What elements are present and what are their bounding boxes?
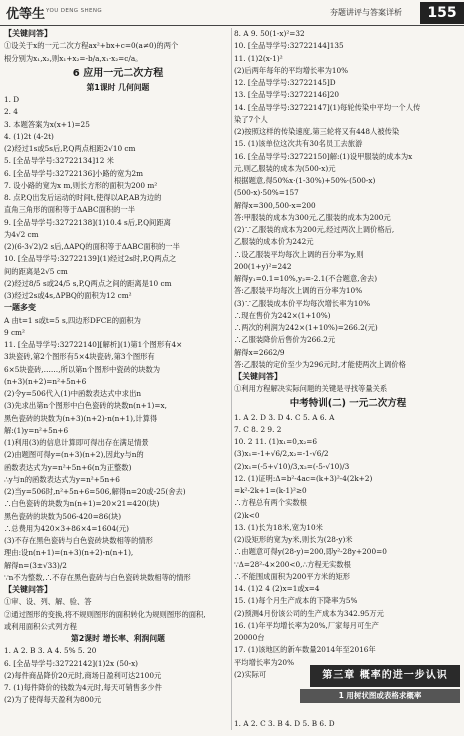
answer-line: 16. [全品导学号:32722150]解:(1)设甲服装的成本为x <box>234 151 413 161</box>
answer-line: 9 cm² <box>4 327 25 337</box>
answer-line: ∴y与n的函数表达式为y=n²+5n+6 <box>4 474 120 484</box>
answer-line: ∵Δ=28²-4×200<0,∴方程无实数根 <box>234 559 351 569</box>
answer-line: (3)∵乙服装成本价平均每次增长率为10% <box>234 298 371 308</box>
answer-line: (2)令y=506代入(1)中函数表达式中求出n <box>4 389 142 398</box>
answer-line: (2)实际可 <box>234 669 267 679</box>
answer-line: 13. (1)长为18米,宽为10米 <box>234 522 323 532</box>
section-title: 6 应用一元二次方程 <box>72 67 164 79</box>
chapter-banner: 第三章 概率的进一步认识 <box>310 665 460 687</box>
answer-line: 3块瓷砖,第2个图形有5×4块瓷砖,第3个图形有 <box>4 352 155 362</box>
answer-line: ①设关于x的一元二次方程ax²+bx+c=0(a≠0)的两个 <box>4 41 179 51</box>
answer-line: 黑色瓷砖的块数为506-420=86(块) <box>4 511 122 521</box>
answer-line: 12. [全品导学号:32722145]D <box>234 78 336 87</box>
answer-line: 8. 点P,Q出发后运动的时间t,使得以AP,AB为边的 <box>4 193 162 202</box>
right-column <box>234 28 462 730</box>
answer-line: 7. (1)每件降价的钱数为4元时,每天可销售多少件 <box>4 683 162 692</box>
answer-line: 解得x=300,500-x=200 <box>234 200 316 210</box>
page-number: 155 <box>420 2 464 24</box>
answer-line: 3. 本题答案为x(x+1)=25 <box>4 119 90 129</box>
answer-line: 理由:设n(n+1)=(n+3)(n+2)-n(n+1), <box>4 548 134 558</box>
page-header <box>0 0 464 26</box>
answer-line: 5. [全品导学号:32722134]12 米 <box>4 156 114 166</box>
lesson-banner: 1 用树状图或表格求概率 <box>300 689 460 703</box>
answer-line: 元,则乙服装的成本为(500-x)元 <box>234 163 336 173</box>
answer-line: 1. A 2. B 3. A 4. 5% 5. 20 <box>4 646 97 656</box>
answer-line: 为4√2 cm <box>4 229 39 239</box>
answer-line: (2)设矩形的宽为y米,则长为(28-y)米 <box>234 535 353 544</box>
answer-line: A 由t=1 s或t=5 s,四边形DFCE的面积为 <box>4 315 141 325</box>
answer-line: (500-x)·50%=157 <box>234 188 299 198</box>
answer-line: 染了7个人 <box>234 114 268 124</box>
answer-line: 黑色瓷砖的块数为(n+3)(n+2)-n(n+1),计算得 <box>4 413 158 423</box>
answer-line: (3)经过2s或4s,ΔPBQ的面积为12 cm² <box>4 291 132 300</box>
answer-line: (2)为了使得每天盈利为800元 <box>4 695 102 705</box>
left-column <box>4 28 232 707</box>
answer-line: 1. A 2. C 3. B 4. D 5. B 6. D <box>234 718 335 728</box>
answer-line: 4. (1)2t (4-2t) <box>4 131 54 141</box>
answer-line: ∵n不为整数,∴不存在黑色瓷砖与白色瓷砖块数相等的情形 <box>4 572 191 582</box>
answer-line: (2)经过8/5 s或24/5 s,P,Q两点之间的距离是10 cm <box>4 278 172 288</box>
lesson-title: 第1课时 几何问题 <box>86 82 150 92</box>
answer-line: 平均增长率为20% <box>234 657 294 667</box>
answer-line: (3)x₁=-1+√6/2,x₂=-1-√6/2 <box>234 449 329 459</box>
spacer <box>234 706 462 718</box>
answer-line: 15. (1)该单位这次共有30名员工去旅游 <box>234 139 363 149</box>
answer-line: 10. [全品导学号:32722144]135 <box>234 41 344 51</box>
answer-line: 10. 2 11. (1)x₁=0,x₂=6 <box>234 437 318 446</box>
section-tag: 【关键问答】 <box>234 372 282 381</box>
answer-line: (n+3)(n+2)=n²+5n+6 <box>4 376 87 386</box>
answer-line: 12. (1)证明:Δ=b²-4ac=(k+3)²-4(2k+2) <box>234 473 373 483</box>
answer-line: ∴白色瓷砖的块数为n(n+1)=20×21=420(块) <box>4 499 160 509</box>
answer-line: 7. 设小路的宽为x m,则长方形的面积为200 m² <box>4 180 158 190</box>
answer-line: 1. A 2. D 3. D 4. C 5. A 6. A <box>234 412 335 422</box>
answer-line: 8. A 9. 50(1-x)²=32 <box>234 29 305 38</box>
answer-line: (2)按照这样的传染速度,第三轮将又有448人被传染 <box>234 127 400 136</box>
answer-line: (2)每件商品降价20元时,商场日盈利可达2100元 <box>4 670 162 680</box>
answer-line: 14. (1)2 4 (2)x=1或x=4 <box>234 584 320 593</box>
answer-line: 解得y₁=0.1=10%,y₂=-2.1(不合题意,舍去) <box>234 274 378 283</box>
answer-line: 20000台 <box>234 633 265 642</box>
answer-line: (2)(6-3√2)/2 s后,ΔAPQ的面积等于ΔABC面积的一半 <box>4 242 180 251</box>
answer-line: 16. (1)年平均增长率为20%,厂家每月可生产 <box>234 620 379 630</box>
answer-line: 1. D <box>4 95 20 104</box>
answer-line: 6. [全品导学号:32722142](1)2x (50-x) <box>4 658 139 668</box>
answer-line: 解:(1)y=n²+5n+6 <box>4 425 69 435</box>
answer-line: (2)预测4月份该公司的生产成本为342.95万元 <box>234 608 384 618</box>
answer-line: (1)利用(3)的信息计算即可得出存在满足情景 <box>4 438 149 447</box>
answer-line: 13. [全品导学号:32722146]20 <box>234 90 339 100</box>
answer-line: 15. (1)每个月生产成本的下降率为5% <box>234 596 358 606</box>
answer-line: 17. (1)该地区的新车数量2014年至2016年 <box>234 645 376 655</box>
answer-line: ②通过图形的变换,将不规则图形的面积转化为规则图形的面积, <box>4 609 206 619</box>
answer-line: ∴由题意可得y(28-y)=200,即y²-28y+200=0 <box>234 547 387 557</box>
answer-line: 11. (1)2(x-1)² <box>234 53 283 63</box>
answer-line: 间的距离是2√5 cm <box>4 266 68 276</box>
section-tag: 一题多变 <box>4 303 36 313</box>
answer-line: 9. [全品导学号:32722138](1)10.4 s后,P,Q间距离 <box>4 217 171 227</box>
answer-line: ∴乙服装降价后售价为266.2元 <box>234 335 336 345</box>
answer-line: 10. [全品导学号:32722139](1)经过2s时,P,Q两点之 <box>4 254 177 264</box>
answer-line: ∴不能围成面积为200平方米的矩形 <box>234 571 351 581</box>
section-tag: 【关键问答】 <box>4 585 52 594</box>
answer-line: 7. C 8. 2 9. 2 <box>234 424 282 434</box>
answer-line: (2)k<0 <box>234 510 260 520</box>
answer-line: 乙服装的成本价为242元 <box>234 237 314 247</box>
answer-line: (3)先求出第n个图形中白色瓷砖的块数n(n+1)=x, <box>4 401 167 411</box>
answer-line: 200(1+y)²=242 <box>234 261 292 271</box>
answer-line: 2. 4 <box>4 107 18 117</box>
answer-line: ∴总费用为420×3+86×4=1604(元) <box>4 523 129 533</box>
answer-line: 直角三角形的面积等于ΔABC面积的一半 <box>4 205 136 215</box>
answer-line: 答:甲服装的成本为300元,乙服装的成本为200元 <box>234 212 391 222</box>
answer-line: ∴现在售价为242×(1+10%) <box>234 310 331 320</box>
brand-logo: 优等生 <box>6 7 46 22</box>
answer-line: 6×5块瓷砖,……,所以第n个图形中瓷砖的块数为 <box>4 364 161 374</box>
answer-line: 根据题意,得50%x·(1-30%)+50%·(500-x) <box>234 176 376 185</box>
answer-line: 或利用面积公式列方程 <box>4 621 77 631</box>
answer-line: (2)x₁=(-5+√10)/3,x₂=(-5-√10)/3 <box>234 461 350 471</box>
answer-line: ∴两次的利润为242×(1+10%)=266.2(元) <box>234 323 378 332</box>
section-tag: 【关键问答】 <box>4 29 52 38</box>
answer-line: 答:乙服装平均每次上调的百分率为10% <box>234 286 363 296</box>
answer-line: 11. [全品导学号:32722140][解析](1)第1个图形有4× <box>4 340 183 349</box>
answer-line: (2)由题图可得y=(n+3)(n+2),因此y与n的 <box>4 450 144 460</box>
answer-line: ∴方程总有两个实数根 <box>234 498 307 508</box>
answer-line: (2)经过1s或5s后,P,Q两点相距2√10 cm <box>4 144 136 153</box>
answer-line: (3)不存在黑色瓷砖与白色瓷砖块数相等的情形 <box>4 536 153 545</box>
answer-line: 解得n=(3±√33)/2 <box>4 560 67 570</box>
answer-line: =k²-2k+1=(k-1)²≥0 <box>234 486 307 495</box>
answer-line: 14. [全品导学号:32722147](1)每轮传染中平均一个人传 <box>234 102 421 112</box>
answer-line: ∴设乙服装平均每次上调的百分率为y,则 <box>234 249 364 259</box>
answer-line: 解得x=2662/9 <box>234 347 285 357</box>
brand-subtitle: YOU DENG SHENG <box>46 8 103 14</box>
answer-line: (2)当y=506时,n²+5n+6=506,解得n=20或-25(舍去) <box>4 487 186 496</box>
lesson-title: 第2课时 增长率、利润问题 <box>71 634 165 643</box>
running-head: 夯题讲评与答案详析 <box>330 8 402 17</box>
answer-line: ①利用方程解决实际问题的关键是寻找等量关系 <box>234 384 388 394</box>
special-title: 中考特训(二) 一元二次方程 <box>289 397 407 409</box>
answer-line: 根分别为x₁,x₂,则x₁+x₂=-b/a,x₁·x₂=c/a。 <box>4 53 143 63</box>
answer-line: (2)∵乙服装的成本为200元,经过两次上调价格后, <box>234 225 395 234</box>
answer-line: 函数表达式为y=n²+5n+6(n为正整数) <box>4 462 132 472</box>
answer-line: (2)后两年每年的平均增长率为10% <box>234 65 349 75</box>
answer-line: 答:乙服装的定价至少为296元时,才能使两次上调价格 <box>234 359 406 369</box>
answer-line: 6. [全品导学号:32722136]小路的宽为2m <box>4 168 144 178</box>
column-divider <box>231 28 232 730</box>
answer-line: ①审、设、列、解、验、答 <box>4 597 92 607</box>
